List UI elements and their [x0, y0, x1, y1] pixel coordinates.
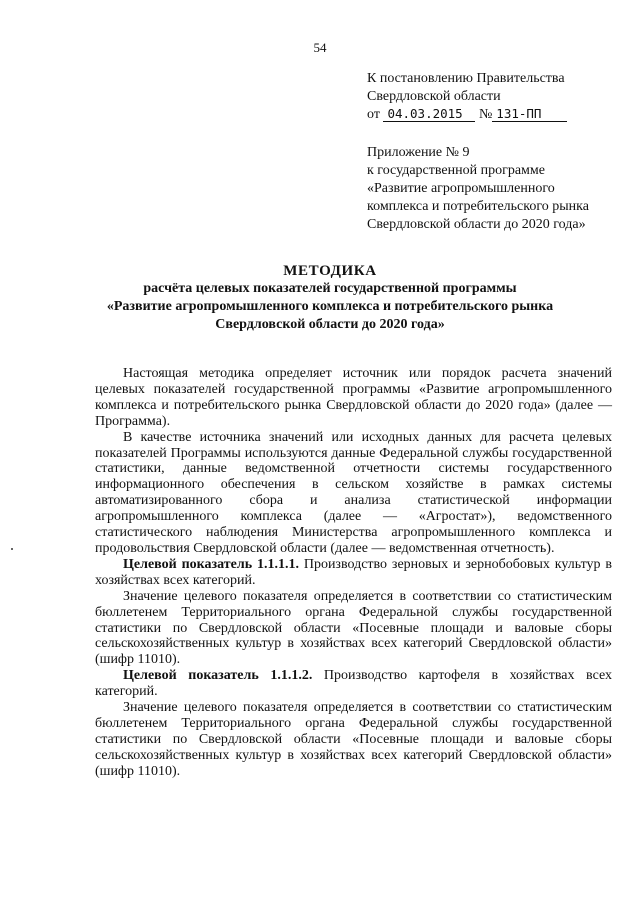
- scan-margin-mark: [11, 548, 13, 550]
- paragraph-sources: В качестве источника значений или исходных данных для расчета целевых показателей Программы используются данные Федеральной службы государственной статистики, данные ведомственной отчетности системы государственного информационного обеспечения в сельском хозяйстве в рамках системы автоматизированного сбора и анализа статистической информации агропромышленного комплекса (далее — «Агростат»), ведомственного статистического наблюдения Министерства агропромышленного комплекса и продовольствия Свердловской области (далее — ведомственная отчетность).: [95, 429, 612, 556]
- resolution-date-number-line: [367, 106, 567, 124]
- paragraph-indicator-value-1: Значение целевого показателя определяется в соответствии со статистическим бюллетенем Территориального органа Федеральной службы государственной статистики по Свердловской области «Посевные площади и валовые сборы сельскохозяйственных культур в хозяйствах всех категорий Свердловской области» (шифр 11010).: [95, 588, 612, 668]
- title-line-3: «Развитие агропромышленного комплекса и потребительского рынка: [106, 299, 554, 314]
- paragraph-indicator-1-1-1-1: [95, 557, 612, 589]
- indicator-text: Производство зерновых и зернобобовых культур в хозяйствах всех категорий.: [95, 556, 612, 588]
- title-line-2: расчёта целевых показателей государственной программы: [143, 281, 517, 296]
- resolution-number: 131-ПП: [492, 106, 567, 122]
- resolution-reference: [367, 70, 567, 124]
- resolution-line-2: Свердловской области: [367, 89, 501, 104]
- paragraph-indicator-1-1-1-2: [95, 668, 612, 700]
- date-prefix: от: [367, 107, 380, 122]
- indicator-label: Целевой показатель 1.1.1.2.: [123, 668, 313, 684]
- title-main: МЕТОДИКА: [283, 263, 377, 279]
- appendix-line-4: комплекса и потребительского рынка: [367, 199, 589, 214]
- appendix-line-1: Приложение № 9: [367, 145, 470, 160]
- appendix-line-3: «Развитие агропромышленного: [367, 181, 555, 196]
- number-prefix: №: [478, 107, 493, 122]
- appendix-line-2: к государственной программе: [367, 163, 545, 178]
- resolution-date: 04.03.2015: [383, 106, 475, 122]
- indicator-label: Целевой показатель 1.1.1.1.: [123, 556, 299, 572]
- paragraph-indicator-value-2: Значение целевого показателя определяется в соответствии со статистическим бюллетенем Территориального органа Федеральной службы государственной статистики по Свердловской области «Посевные площади и валовые сборы сельскохозяйственных культур в хозяйствах всех категорий Свердловской области» (шифр 11010).: [95, 700, 612, 779]
- paragraph-intro: Настоящая методика определяет источник или порядок расчета значений целевых показателей государственной программы «Развитие агропромышленного комплекса и потребительского рынка Свердловской области до 2020 года» (далее — Программа).: [95, 366, 612, 429]
- document-title: [40, 262, 620, 334]
- page-number: 54: [313, 40, 327, 55]
- appendix-reference: [367, 144, 589, 234]
- appendix-line-5: Свердловской области до 2020 года»: [367, 217, 586, 232]
- indicator-text: Производство картофеля в хозяйствах всех категорий.: [95, 668, 612, 700]
- title-line-4: Свердловской области до 2020 года»: [215, 317, 445, 332]
- resolution-line-1: К постановлению Правительства: [367, 71, 565, 86]
- document-body: [95, 366, 612, 780]
